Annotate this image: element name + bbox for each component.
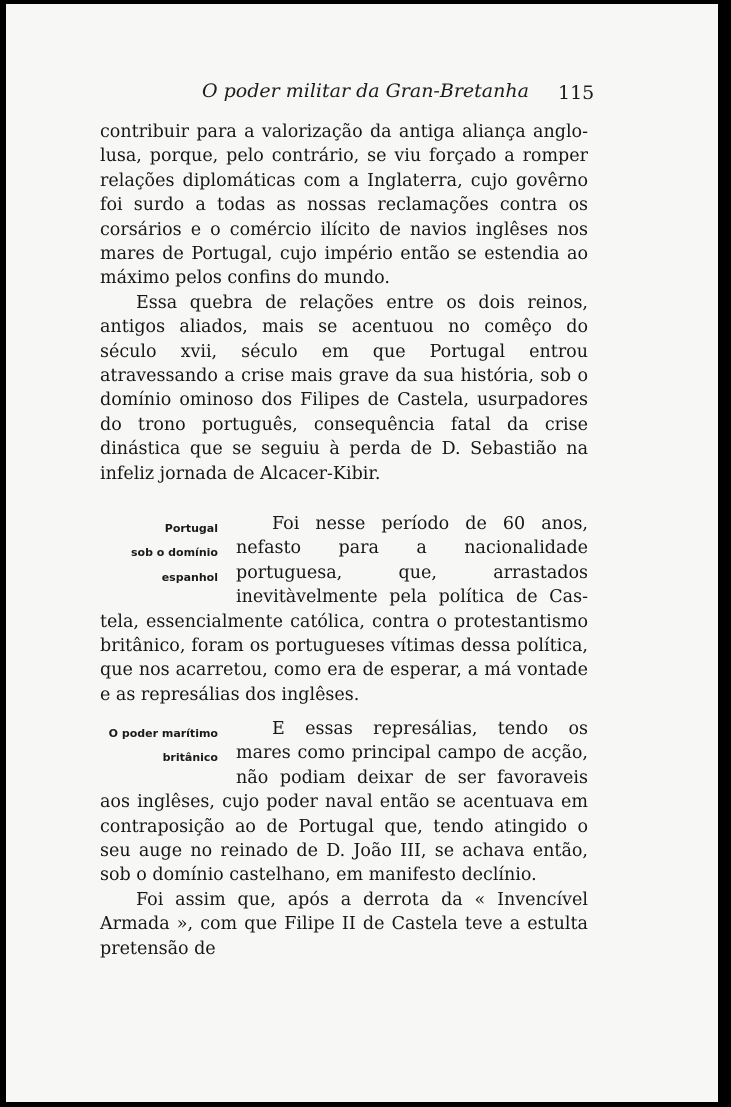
margin-note-sea-power: [100, 722, 218, 771]
paragraph-continued: contribuir para a valorização da antiga aliança anglo-lusa, porque, pelo contrário, se viu forçado a romper relações diplomáticas com a Inglaterra, cujo govêrno foi surdo a todas as nossas reclamações contra os corsários e o comércio ilícito de navios inglêses nos mares de Portugal, cujo império então se estendia ao máximo pelos confins do mundo.: [100, 122, 588, 289]
margin-note-portugal: [100, 517, 218, 590]
book-page: [6, 4, 718, 1102]
margin-note-line: O poder marítimo: [108, 727, 218, 740]
paragraph-sixty-years: Foi nesse período de 60 anos, nefasto para a nacionalidade portuguesa, que, arrastados inevitàvelmente pela política de Castela, essencialmente católica, contra o protestantismo britânico, foram os portugueses vítimas dessa política, que nos acarretou, como era de esperar, a má vontade e as represálias dos inglêses.: [100, 514, 588, 705]
section-spanish-domination: [100, 512, 588, 707]
margin-note-line: Portugal: [164, 522, 218, 535]
margin-note-line: espanhol: [161, 570, 218, 584]
section-british-sea-power: [100, 717, 588, 961]
page-number: 115: [558, 82, 595, 104]
paragraph-armada: Foi assim que, após a derrota da « Invencível Armada », com que Filipe II de Castela teve a estulta pretensão de: [100, 889, 588, 959]
running-title: O poder militar da Gran-Bretanha: [202, 80, 529, 102]
margin-note-line: britânico: [162, 751, 218, 765]
paragraph-relations-broken: Essa quebra de relações entre os dois reinos, antigos aliados, mais se acentuou no comêço do século xvii, século em que Portugal entrou atravessando a crise mais grave da sua história, sob o domínio ominoso dos Filipes de Castela, usurpadores do trono português, consequência fatal da crise dinástica que se seguiu à perda de D. Sebastião na infeliz jornada de Alcacer-Kibir.: [100, 292, 588, 484]
margin-note-line: sob o domínio: [130, 546, 218, 560]
paragraph-reprisals: E essas represálias, tendo os mares como principal campo de acção, não podiam deixar de ser favoraveis aos inglêses, cujo poder naval então se acentuava em contraposição ao de Portugal que, tendo atingido o seu auge no reinado de D. João III, se achava então, sob o domínio castelhano, em manifesto declínio.: [100, 719, 588, 886]
page-header: [6, 80, 718, 104]
text-block-opening: [100, 120, 588, 486]
